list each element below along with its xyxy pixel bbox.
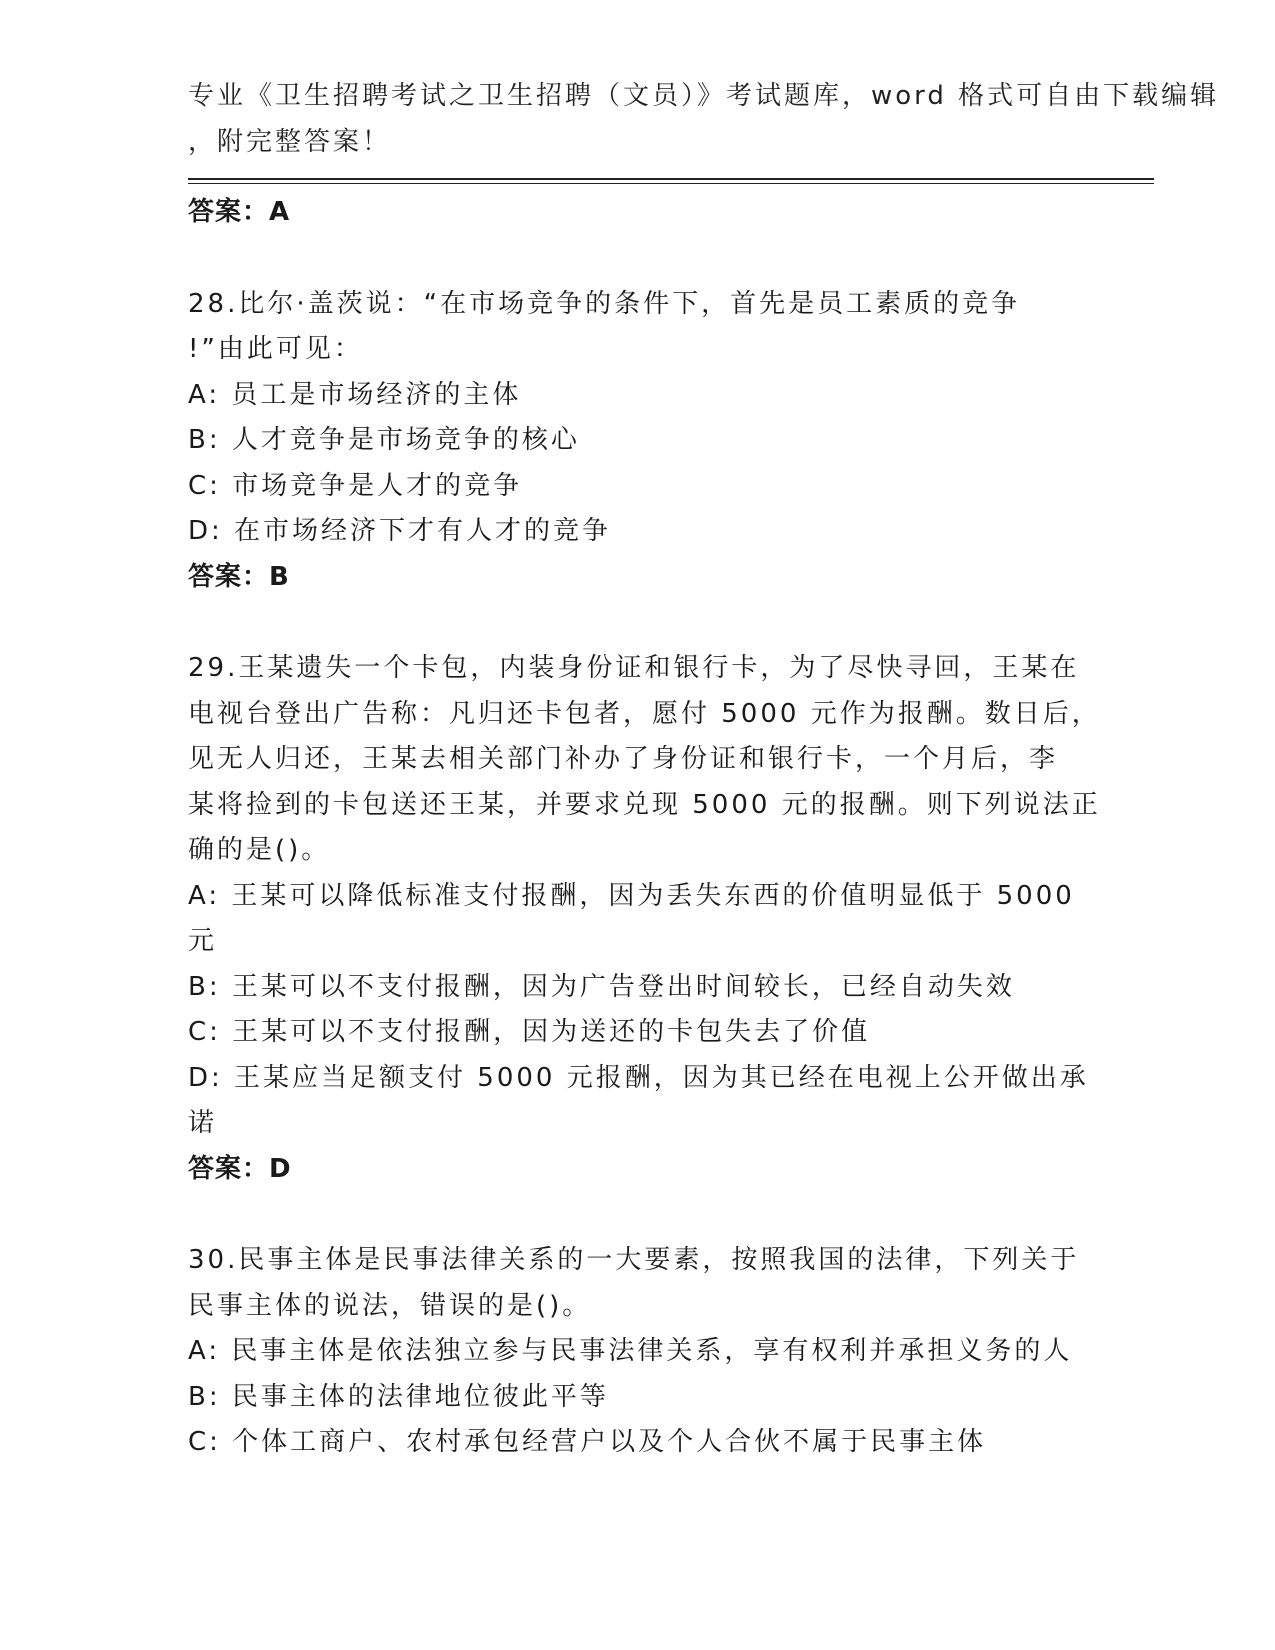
document-body bbox=[188, 190, 1101, 1466]
question-text: 电视台登出广告称：凡归还卡包者，愿付 5000 元作为报酬。数日后， bbox=[188, 698, 1101, 729]
option-b: B: 王某可以不支付报酬，因为广告登出时间较长，已经自动失效 bbox=[188, 971, 1015, 1002]
question-text: !”由此可见： bbox=[188, 334, 363, 364]
answer: 答案：D bbox=[188, 1153, 292, 1184]
header-rule-thin bbox=[188, 183, 1154, 184]
question-30 bbox=[188, 1238, 1088, 1466]
question-text: 民事主体的说法，错误的是()。 bbox=[188, 1290, 592, 1321]
option-d: D: 在市场经济下才有人才的竞争 bbox=[188, 516, 612, 546]
header-line-1: 专业《卫生招聘考试之卫生招聘（文员）》考试题库，word 格式可自由下载编辑 bbox=[188, 81, 1220, 111]
option-b: B: 民事主体的法律地位彼此平等 bbox=[188, 1381, 609, 1412]
option-c: C: 王某可以不支付报酬，因为送还的卡包失去了价值 bbox=[188, 1017, 871, 1047]
option-a: A: 王某可以降低标准支付报酬，因为丢失东西的价值明显低于 5000 bbox=[188, 880, 1075, 911]
option-c: C: 市场竞争是人才的竞争 bbox=[188, 470, 523, 501]
question-text: 30.民事主体是民事法律关系的一大要素，按照我国的法律，下列关于 bbox=[188, 1245, 1080, 1275]
question-text: 28.比尔·盖茨说：“在市场竞争的条件下，首先是员工素质的竞争 bbox=[188, 288, 1021, 319]
question-28 bbox=[188, 282, 1088, 601]
question-text: 29.王某遗失一个卡包，内装身份证和银行卡，为了尽快寻回，王某在 bbox=[188, 653, 1080, 683]
header-line-2: ，附完整答案！ bbox=[188, 126, 392, 157]
question-text: 确的是()。 bbox=[188, 835, 331, 865]
spacer bbox=[188, 600, 1088, 646]
option-a-continued: 元 bbox=[188, 926, 218, 956]
answer-previous: 答案：A bbox=[188, 197, 291, 227]
option-c: C: 个体工商户、农村承包经营户以及个人合伙不属于民事主体 bbox=[188, 1427, 987, 1457]
question-text: 某将捡到的卡包送还王某，并要求兑现 5000 元的报酬。则下列说法正 bbox=[188, 789, 1101, 820]
option-b: B: 人才竞争是市场竞争的核心 bbox=[188, 425, 580, 455]
document-header bbox=[188, 74, 1220, 165]
question-29 bbox=[188, 646, 1101, 1192]
question-text: 见无人归还，王某去相关部门补办了身份证和银行卡，一个月后，李 bbox=[188, 744, 1059, 774]
spacer bbox=[188, 236, 1088, 282]
answer: 答案：B bbox=[188, 561, 290, 592]
spacer bbox=[188, 1192, 1088, 1238]
option-d-continued: 诺 bbox=[188, 1108, 218, 1138]
header-rule-thick bbox=[188, 178, 1154, 180]
option-d: D: 王某应当足额支付 5000 元报酬，因为其已经在电视上公开做出承 bbox=[188, 1062, 1089, 1093]
option-a: A: 民事主体是依法独立参与民事法律关系，享有权利并承担义务的人 bbox=[188, 1336, 1073, 1366]
option-a: A: 员工是市场经济的主体 bbox=[188, 379, 522, 410]
